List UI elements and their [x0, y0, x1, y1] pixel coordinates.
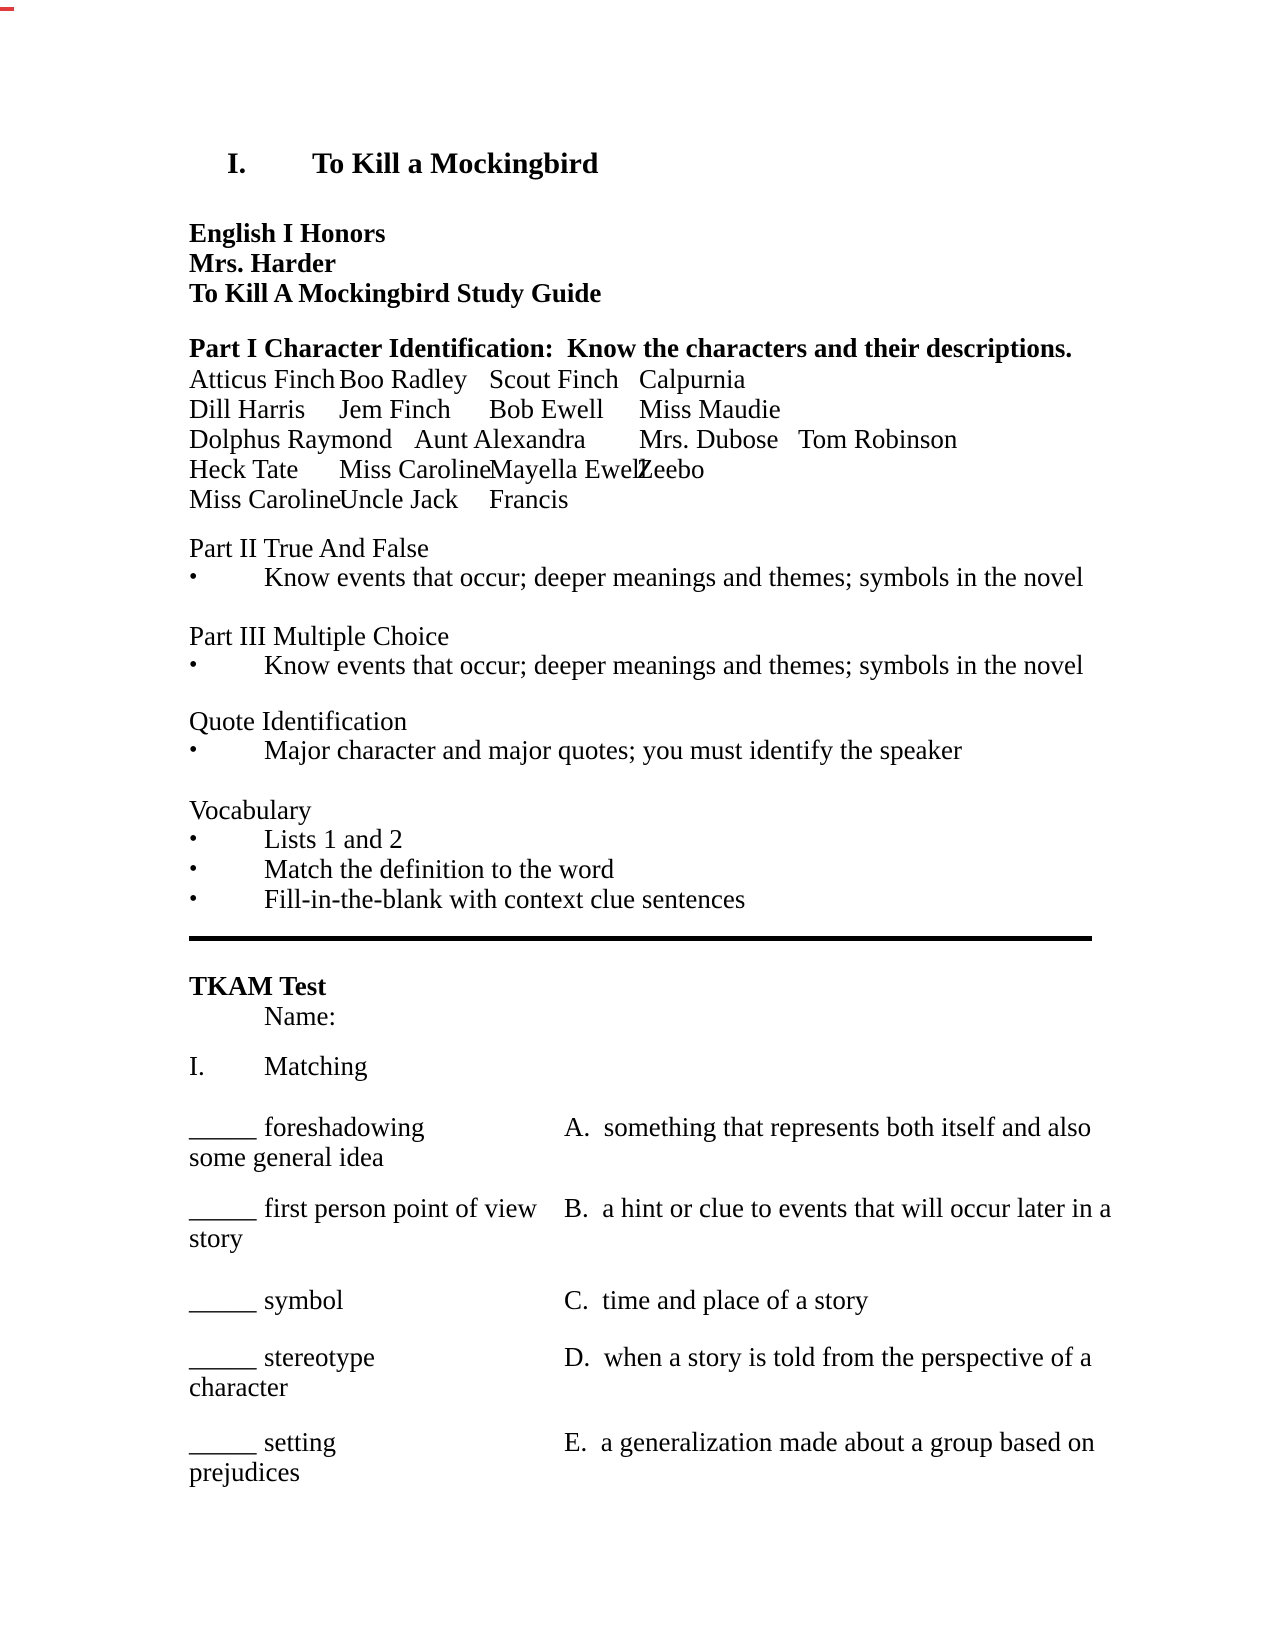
character-name: Aunt Alexandra — [414, 424, 586, 454]
section-divider-rule — [189, 936, 1092, 941]
definition-line: B. a hint or clue to events that will occur later in a — [564, 1193, 1112, 1223]
matching-section-numeral: I. — [189, 1051, 205, 1081]
bullet-text: Lists 1 and 2 — [264, 824, 403, 854]
definition-continuation: prejudices — [189, 1457, 300, 1487]
character-name: Heck Tate — [189, 454, 299, 484]
bullet-text: Match the definition to the word — [264, 854, 615, 884]
section-heading-vocabulary: Vocabulary — [189, 795, 312, 825]
bullet-text: Major character and major quotes; you must identify the speaker — [264, 735, 963, 765]
bullet-icon: • — [189, 826, 198, 852]
character-name: Miss Maudie — [639, 394, 781, 424]
character-name: Miss Caroline — [189, 484, 342, 514]
part1-heading: Part I Character Identification: Know the characters and their descriptions. — [189, 333, 1073, 363]
section-heading-part3: Part III Multiple Choice — [189, 621, 450, 651]
bullet-icon: • — [189, 856, 198, 882]
matching-term: stereotype — [264, 1342, 375, 1372]
character-name: Calpurnia — [639, 364, 746, 394]
character-name: Uncle Jack — [339, 484, 459, 514]
character-name: Mayella Ewell — [489, 454, 648, 484]
answer-blank: _____ — [189, 1427, 257, 1457]
doc-title-numeral: I. — [227, 147, 247, 180]
answer-blank: _____ — [189, 1342, 257, 1372]
bullet-icon: • — [189, 652, 198, 678]
character-name: Zeebo — [637, 454, 705, 484]
character-name: Miss Caroline — [339, 454, 492, 484]
bullet-icon: • — [189, 564, 198, 590]
section-heading-quote-id: Quote Identification — [189, 706, 408, 736]
character-name: Tom Robinson — [798, 424, 958, 454]
answer-blank: _____ — [189, 1285, 257, 1315]
header-line-course: English I Honors — [189, 218, 386, 248]
answer-blank: _____ — [189, 1193, 257, 1223]
matching-section-title: Matching — [264, 1051, 368, 1081]
matching-term: symbol — [264, 1285, 344, 1315]
matching-term: first person point of view — [264, 1193, 537, 1223]
bullet-icon: • — [189, 737, 198, 763]
definition-line: A. something that represents both itself and also — [564, 1112, 1092, 1142]
doc-title-text: To Kill a Mockingbird — [312, 147, 599, 180]
test-title: TKAM Test — [189, 971, 327, 1001]
character-name: Scout Finch — [489, 364, 619, 394]
scan-artifact-mark — [0, 7, 14, 11]
definition-line: C. time and place of a story — [564, 1285, 869, 1315]
character-name: Mrs. Dubose — [639, 424, 779, 454]
bullet-text: Fill-in-the-blank with context clue sentences — [264, 884, 746, 914]
matching-term: foreshadowing — [264, 1112, 425, 1142]
character-name: Atticus Finch — [189, 364, 336, 394]
bullet-text: Know events that occur; deeper meanings and themes; symbols in the novel — [264, 562, 1084, 592]
character-name: Francis — [489, 484, 569, 514]
bullet-icon: • — [189, 886, 198, 912]
definition-continuation: some general idea — [189, 1142, 384, 1172]
section-heading-part2: Part II True And False — [189, 533, 430, 563]
character-name: Bob Ewell — [489, 394, 604, 424]
definition-continuation: story — [189, 1223, 243, 1253]
header-line-teacher: Mrs. Harder — [189, 248, 336, 278]
character-name: Jem Finch — [339, 394, 451, 424]
definition-line: E. a generalization made about a group based on — [564, 1427, 1095, 1457]
matching-term: setting — [264, 1427, 336, 1457]
character-name: Boo Radley — [339, 364, 468, 394]
header-line-guide: To Kill A Mockingbird Study Guide — [189, 278, 602, 308]
character-name: Dill Harris — [189, 394, 306, 424]
character-name: Dolphus Raymond — [189, 424, 393, 454]
name-label: Name: — [264, 1001, 336, 1031]
bullet-text: Know events that occur; deeper meanings and themes; symbols in the novel — [264, 650, 1084, 680]
definition-line: D. when a story is told from the perspective of a — [564, 1342, 1092, 1372]
definition-continuation: character — [189, 1372, 288, 1402]
answer-blank: _____ — [189, 1112, 257, 1142]
